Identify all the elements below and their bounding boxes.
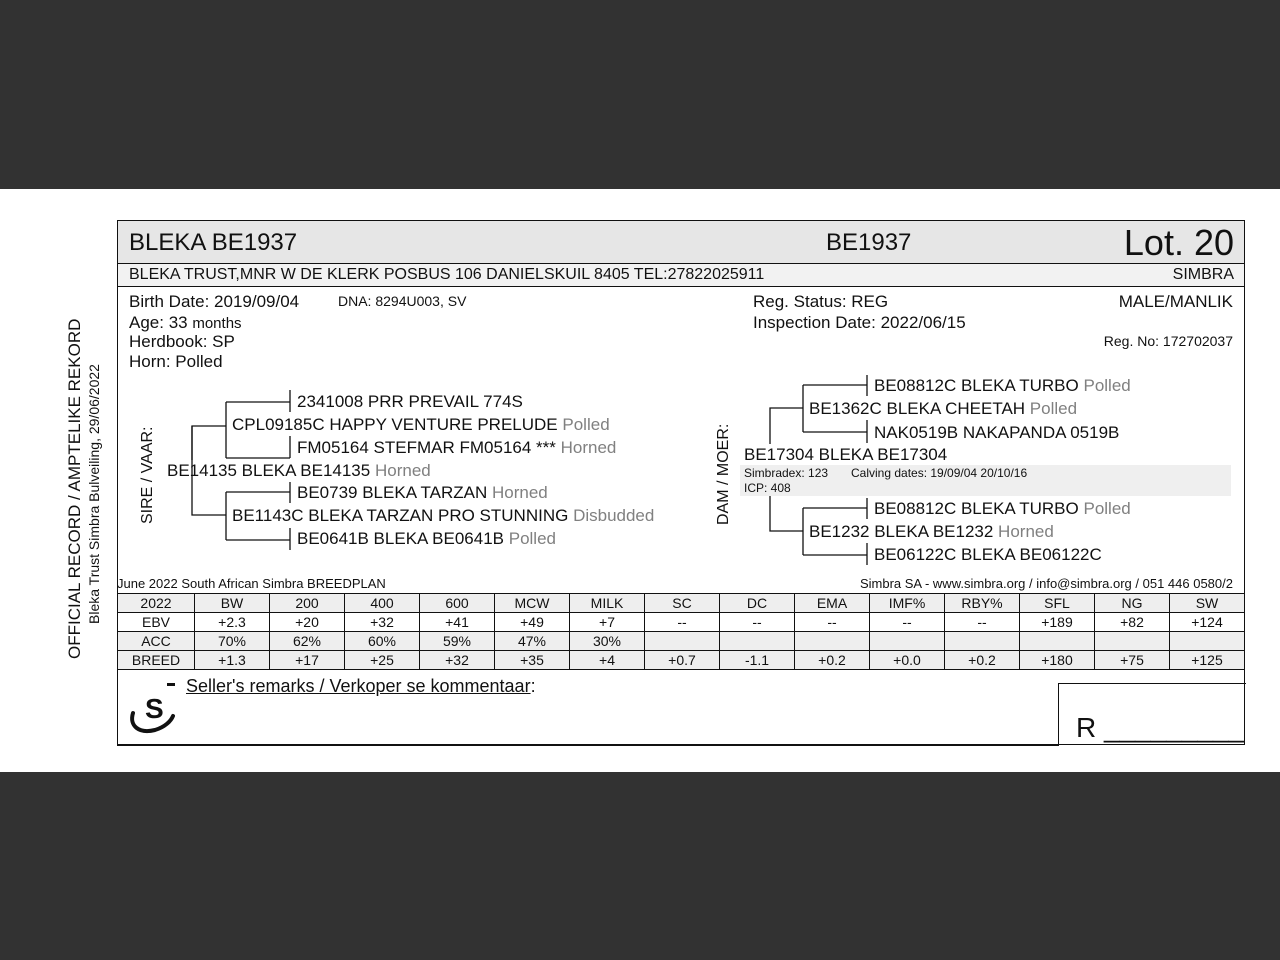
column-header: SC	[645, 594, 720, 613]
dam: BE17304 BLEKA BE17304	[744, 445, 948, 464]
table-cell: +4	[570, 651, 645, 670]
table-cell: +0.0	[870, 651, 945, 670]
lot-number: Lot. 20	[1123, 222, 1234, 263]
sire-sire-sire: 2341008 PRR PREVAIL 774S	[297, 392, 523, 411]
sex: MALE/MANLIK	[1118, 292, 1233, 311]
sire-dam-sire: BE0739 BLEKA TARZAN Horned	[297, 483, 548, 502]
simbra-logo-icon	[125, 678, 185, 736]
table-cell: 60%	[345, 632, 420, 651]
table-cell: --	[645, 613, 720, 632]
sire-dam-dam: BE0641B BLEKA BE0641B Polled	[297, 529, 556, 548]
table-cell: +124	[1170, 613, 1245, 632]
animal-name: BLEKA BE1937	[129, 229, 298, 256]
breedplan-label: June 2022 South African Simbra BREEDPLAN	[117, 576, 386, 591]
row-label: ACC	[118, 632, 195, 651]
auction-label: Bleka Trust Simbra Bulveiling, 29/06/2022	[86, 364, 102, 624]
contact-info: Simbra SA - www.simbra.org / info@simbra.org / 051 446 0580/2	[859, 576, 1233, 591]
sire-dam: BE1143C BLEKA TARZAN PRO STUNNING Disbudded	[232, 506, 655, 525]
ebv-table	[117, 593, 1245, 670]
table-cell: +75	[1095, 651, 1170, 670]
table-cell: --	[945, 613, 1020, 632]
inspection-date: Inspection Date: 2022/06/15	[753, 313, 966, 332]
table-cell: +0.7	[645, 651, 720, 670]
dam-dam: BE1232 BLEKA BE1232 Horned	[809, 522, 1054, 541]
dam-sire-dam: NAK0519B NAKAPANDA 0519B	[874, 423, 1120, 442]
table-cell: +189	[1020, 613, 1095, 632]
table-cell	[870, 632, 945, 651]
table-cell	[1095, 632, 1170, 651]
birth-date: Birth Date: 2019/09/04	[129, 292, 300, 311]
table-cell: +180	[1020, 651, 1095, 670]
table-cell: +125	[1170, 651, 1245, 670]
table-cell	[720, 632, 795, 651]
table-cell: +20	[270, 613, 345, 632]
table-cell	[1020, 632, 1095, 651]
table-cell: +25	[345, 651, 420, 670]
sire: BE14135 BLEKA BE14135 Horned	[167, 461, 431, 480]
column-header: RBY%	[945, 594, 1020, 613]
dna-info: DNA: 8294U003, SV	[338, 293, 467, 309]
table-cell: --	[720, 613, 795, 632]
table-cell: 59%	[420, 632, 495, 651]
table-row	[118, 651, 1245, 670]
column-header: EMA	[795, 594, 870, 613]
animal-id: BE1937	[826, 229, 912, 256]
table-cell	[795, 632, 870, 651]
table-cell: 70%	[195, 632, 270, 651]
table-cell: +2.3	[195, 613, 270, 632]
table-cell: --	[870, 613, 945, 632]
age-unit: months	[192, 315, 242, 332]
table-cell: +82	[1095, 613, 1170, 632]
price-line: R _________	[1076, 712, 1245, 743]
column-header: MILK	[570, 594, 645, 613]
column-header: BW	[195, 594, 270, 613]
dam-sire: BE1362C BLEKA CHEETAH Polled	[809, 399, 1078, 418]
breed-name: SIMBRA	[1172, 266, 1234, 283]
owner-address: BLEKA TRUST,MNR W DE KLERK POSBUS 106 DANIELSKUIL 8405 TEL:27822025911	[129, 266, 765, 283]
column-header: MCW	[495, 594, 570, 613]
herdbook: Herdbook: SP	[129, 332, 235, 351]
table-cell: 62%	[270, 632, 345, 651]
age-value: Age: 33	[129, 313, 188, 332]
table-cell: +49	[495, 613, 570, 632]
column-header: NG	[1095, 594, 1170, 613]
horn-status: Horn: Polled	[129, 352, 223, 371]
column-header: 600	[420, 594, 495, 613]
row-label: BREED	[118, 651, 195, 670]
table-cell	[1170, 632, 1245, 651]
column-header: 400	[345, 594, 420, 613]
table-cell: 47%	[495, 632, 570, 651]
column-header: SW	[1170, 594, 1245, 613]
table-cell: +32	[420, 651, 495, 670]
dam-dam-sire: BE08812C BLEKA TURBO Polled	[874, 499, 1131, 518]
table-cell: 30%	[570, 632, 645, 651]
icp: ICP: 408	[744, 481, 791, 495]
column-header: 2022	[118, 594, 195, 613]
table-row	[118, 613, 1245, 632]
reg-status: Reg. Status: REG	[753, 292, 889, 311]
row-label: EBV	[118, 613, 195, 632]
simbradex: Simbradex: 123	[744, 466, 829, 480]
sire-label: SIRE / VAAR:	[139, 426, 156, 524]
dam-label: DAM / MOER:	[715, 423, 732, 525]
table-cell: +0.2	[945, 651, 1020, 670]
table-cell: -1.1	[720, 651, 795, 670]
column-header: IMF%	[870, 594, 945, 613]
table-cell: +0.2	[795, 651, 870, 670]
table-cell: --	[795, 613, 870, 632]
svg-text:S: S	[145, 693, 164, 724]
column-header: SFL	[1020, 594, 1095, 613]
table-row	[118, 632, 1245, 651]
remarks-label: Seller's remarks / Verkoper se kommentaar:	[186, 676, 536, 696]
dam-sire-sire: BE08812C BLEKA TURBO Polled	[874, 376, 1131, 395]
table-cell: +17	[270, 651, 345, 670]
table-cell: +7	[570, 613, 645, 632]
table-cell: +35	[495, 651, 570, 670]
official-record-label: OFFICIAL RECORD / AMPTELIKE REKORD	[65, 318, 84, 659]
table-cell	[645, 632, 720, 651]
sire-sire: CPL09185C HAPPY VENTURE PRELUDE Polled	[232, 415, 610, 434]
dam-dam-dam: BE06122C BLEKA BE06122C	[874, 545, 1102, 564]
sire-sire-dam: FM05164 STEFMAR FM05164 *** Horned	[297, 438, 617, 457]
column-header: DC	[720, 594, 795, 613]
column-header: 200	[270, 594, 345, 613]
table-cell	[945, 632, 1020, 651]
reg-number: Reg. No: 172702037	[1103, 333, 1233, 349]
table-cell: +1.3	[195, 651, 270, 670]
table-header-row	[118, 594, 1245, 613]
table-cell: +41	[420, 613, 495, 632]
calving-dates: Calving dates: 19/09/04 20/10/16	[851, 466, 1028, 480]
table-cell: +32	[345, 613, 420, 632]
